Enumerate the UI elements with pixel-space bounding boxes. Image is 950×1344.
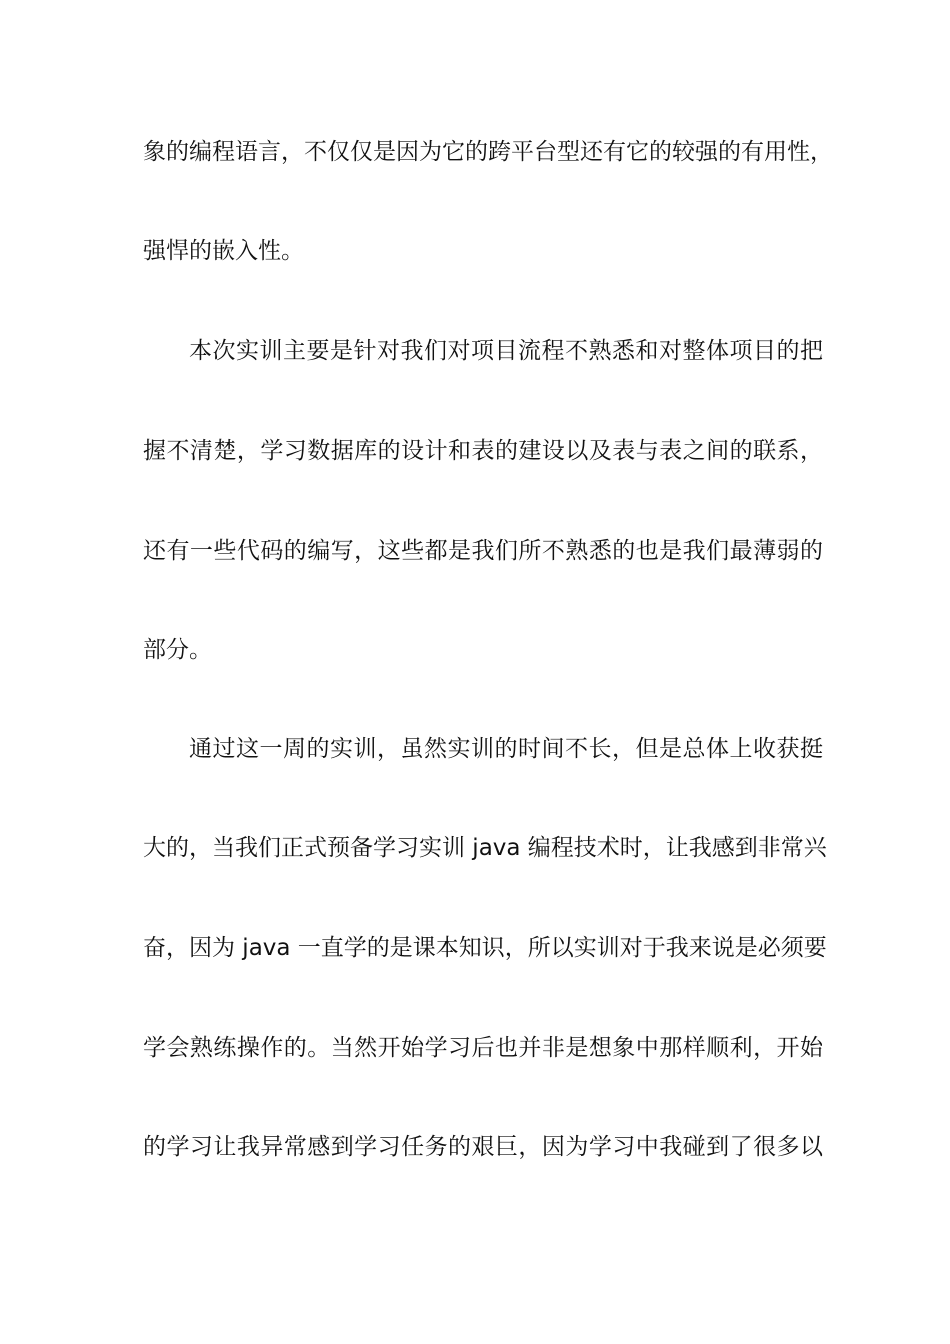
text-line-4: 握不清楚，学习数据库的设计和表的建设以及表与表之间的联系， <box>143 438 823 464</box>
text-line-6: 部分。 <box>143 637 212 663</box>
text-line-10: 学会熟练操作的。当然开始学习后也并非是想象中那样顺利，开始 <box>143 1035 823 1061</box>
text-line-2: 强悍的嵌入性。 <box>143 238 304 264</box>
text-line-5: 还有一些代码的编写，这些都是我们所不熟悉的也是我们最薄弱的 <box>143 538 823 564</box>
text-line-9: 奋，因为 java 一直学的是课本知识，所以实训对于我来说是必须要 <box>143 935 827 961</box>
text-line-8: 大的，当我们正式预备学习实训 java 编程技术时，让我感到非常兴 <box>143 835 827 861</box>
text-line-11: 的学习让我异常感到学习任务的艰巨，因为学习中我碰到了很多以 <box>143 1134 823 1160</box>
text-line-3: 本次实训主要是针对我们对项目流程不熟悉和对整体项目的把 <box>189 338 823 364</box>
text-line-1: 象的编程语言，不仅仅是因为它的跨平台型还有它的较强的有用性， <box>143 139 833 165</box>
text-line-7: 通过这一周的实训，虽然实训的时间不长，但是总体上收获挺 <box>189 736 823 762</box>
